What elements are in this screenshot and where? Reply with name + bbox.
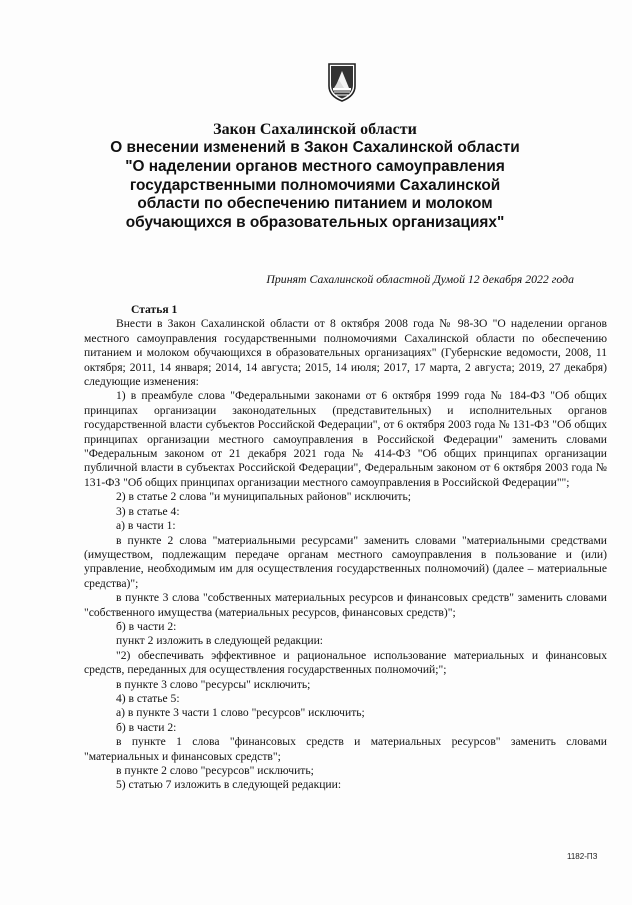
paragraph: в пункте 1 слова "финансовых средств и материальных ресурсов" заменить словами "материальных и финансовых средств";: [84, 735, 607, 763]
paragraph: б) в части 2:: [116, 720, 177, 734]
paragraph: 1) в преамбуле слова "Федеральными законами от 6 октября 1999 года № 184-ФЗ "Об общих принципах организации законодательных (представительных) и исполнительных органов государственной власти субъектов Российской Федерации", от 6 октября 2003 года № 131-ФЗ "Об общих принципах организации местного самоуправления в Российской Федерации" заменить словами "Федеральным законом от 21 декабря 2021 года № 414-ФЗ "Об общих принципах организации публичной власти в субъектах Российской Федерации", Федеральным законом от 6 октября 2003 года № 131-ФЗ "Об общих принципах организации местного самоуправления в Российской Федерации"";: [84, 389, 607, 489]
paragraph: в пункте 3 слово "ресурсы" исключить;: [116, 677, 311, 691]
paragraph: "2) обеспечивать эффективное и рациональное использование материальных и финансовых средств, переданных для осуществления государственных полномочий;";: [84, 648, 607, 677]
coat-of-arms-icon: [327, 62, 357, 102]
paragraph: Внести в Закон Сахалинской области от 8 октября 2008 года № 98-ЗО "О наделении органов местного самоуправления государственными полномочиями Сахалинской области по обеспечению питанием и молоком обучающихся в образовательных организациях" (Губернские ведомости, 2008, 11 октября; 2011, 14 января; 2014, 14 августа; 2015, 14 июля; 2017, 17 марта, 2 августа; 2019, 27 декабря) следующие изменения:: [84, 317, 607, 389]
paragraph: в пункте 2 слово "ресурсов" исключить;: [116, 764, 314, 777]
paragraph: 4) в статье 5:: [116, 691, 180, 705]
law-heading: Закон Сахалинской области: [213, 121, 417, 138]
paragraph: 2) в статье 2 слова "и муниципальных районов" исключить;: [116, 490, 411, 504]
article-heading: Статья 1: [131, 303, 178, 316]
paragraph: 5) статью 7 изложить в следующей редакции:: [116, 778, 342, 792]
law-subject: О внесении изменений в Закон Сахалинской области "О наделении органов местного самоуправления государственными полномочиями Сахалинской области по обеспечению питанием и молоком обучающихся в образовательных организациях": [110, 139, 520, 232]
paragraph: б) в части 2:: [116, 619, 177, 633]
paragraph: а) в пункте 3 части 1 слово "ресурсов" исключить;: [116, 706, 365, 720]
paragraph: 3) в статье 4:: [116, 504, 180, 518]
document-code: 1182-ПЗ: [567, 852, 598, 861]
adoption-note: Принят Сахалинской областной Думой 12 декабря 2022 года: [266, 272, 574, 286]
paragraph: в пункте 3 слова "собственных материальных ресурсов и финансовых средств" заменить словами "собственного имущества (материальных ресурсов, финансовых средств)";: [84, 591, 607, 619]
paragraph: а) в части 1:: [116, 519, 176, 533]
document-title: [100, 120, 530, 233]
paragraph: пункт 2 изложить в следующей редакции:: [116, 634, 324, 648]
document-body: [84, 303, 607, 793]
paragraph: в пункте 2 слова "материальными ресурсами" заменить словами "материальными средствами (имуществом, подлежащим передаче органам местного самоуправления в пользование и (или) управление, необходимым им для осуществления государственных полномочий) (далее – материальные средства)";: [84, 533, 607, 590]
